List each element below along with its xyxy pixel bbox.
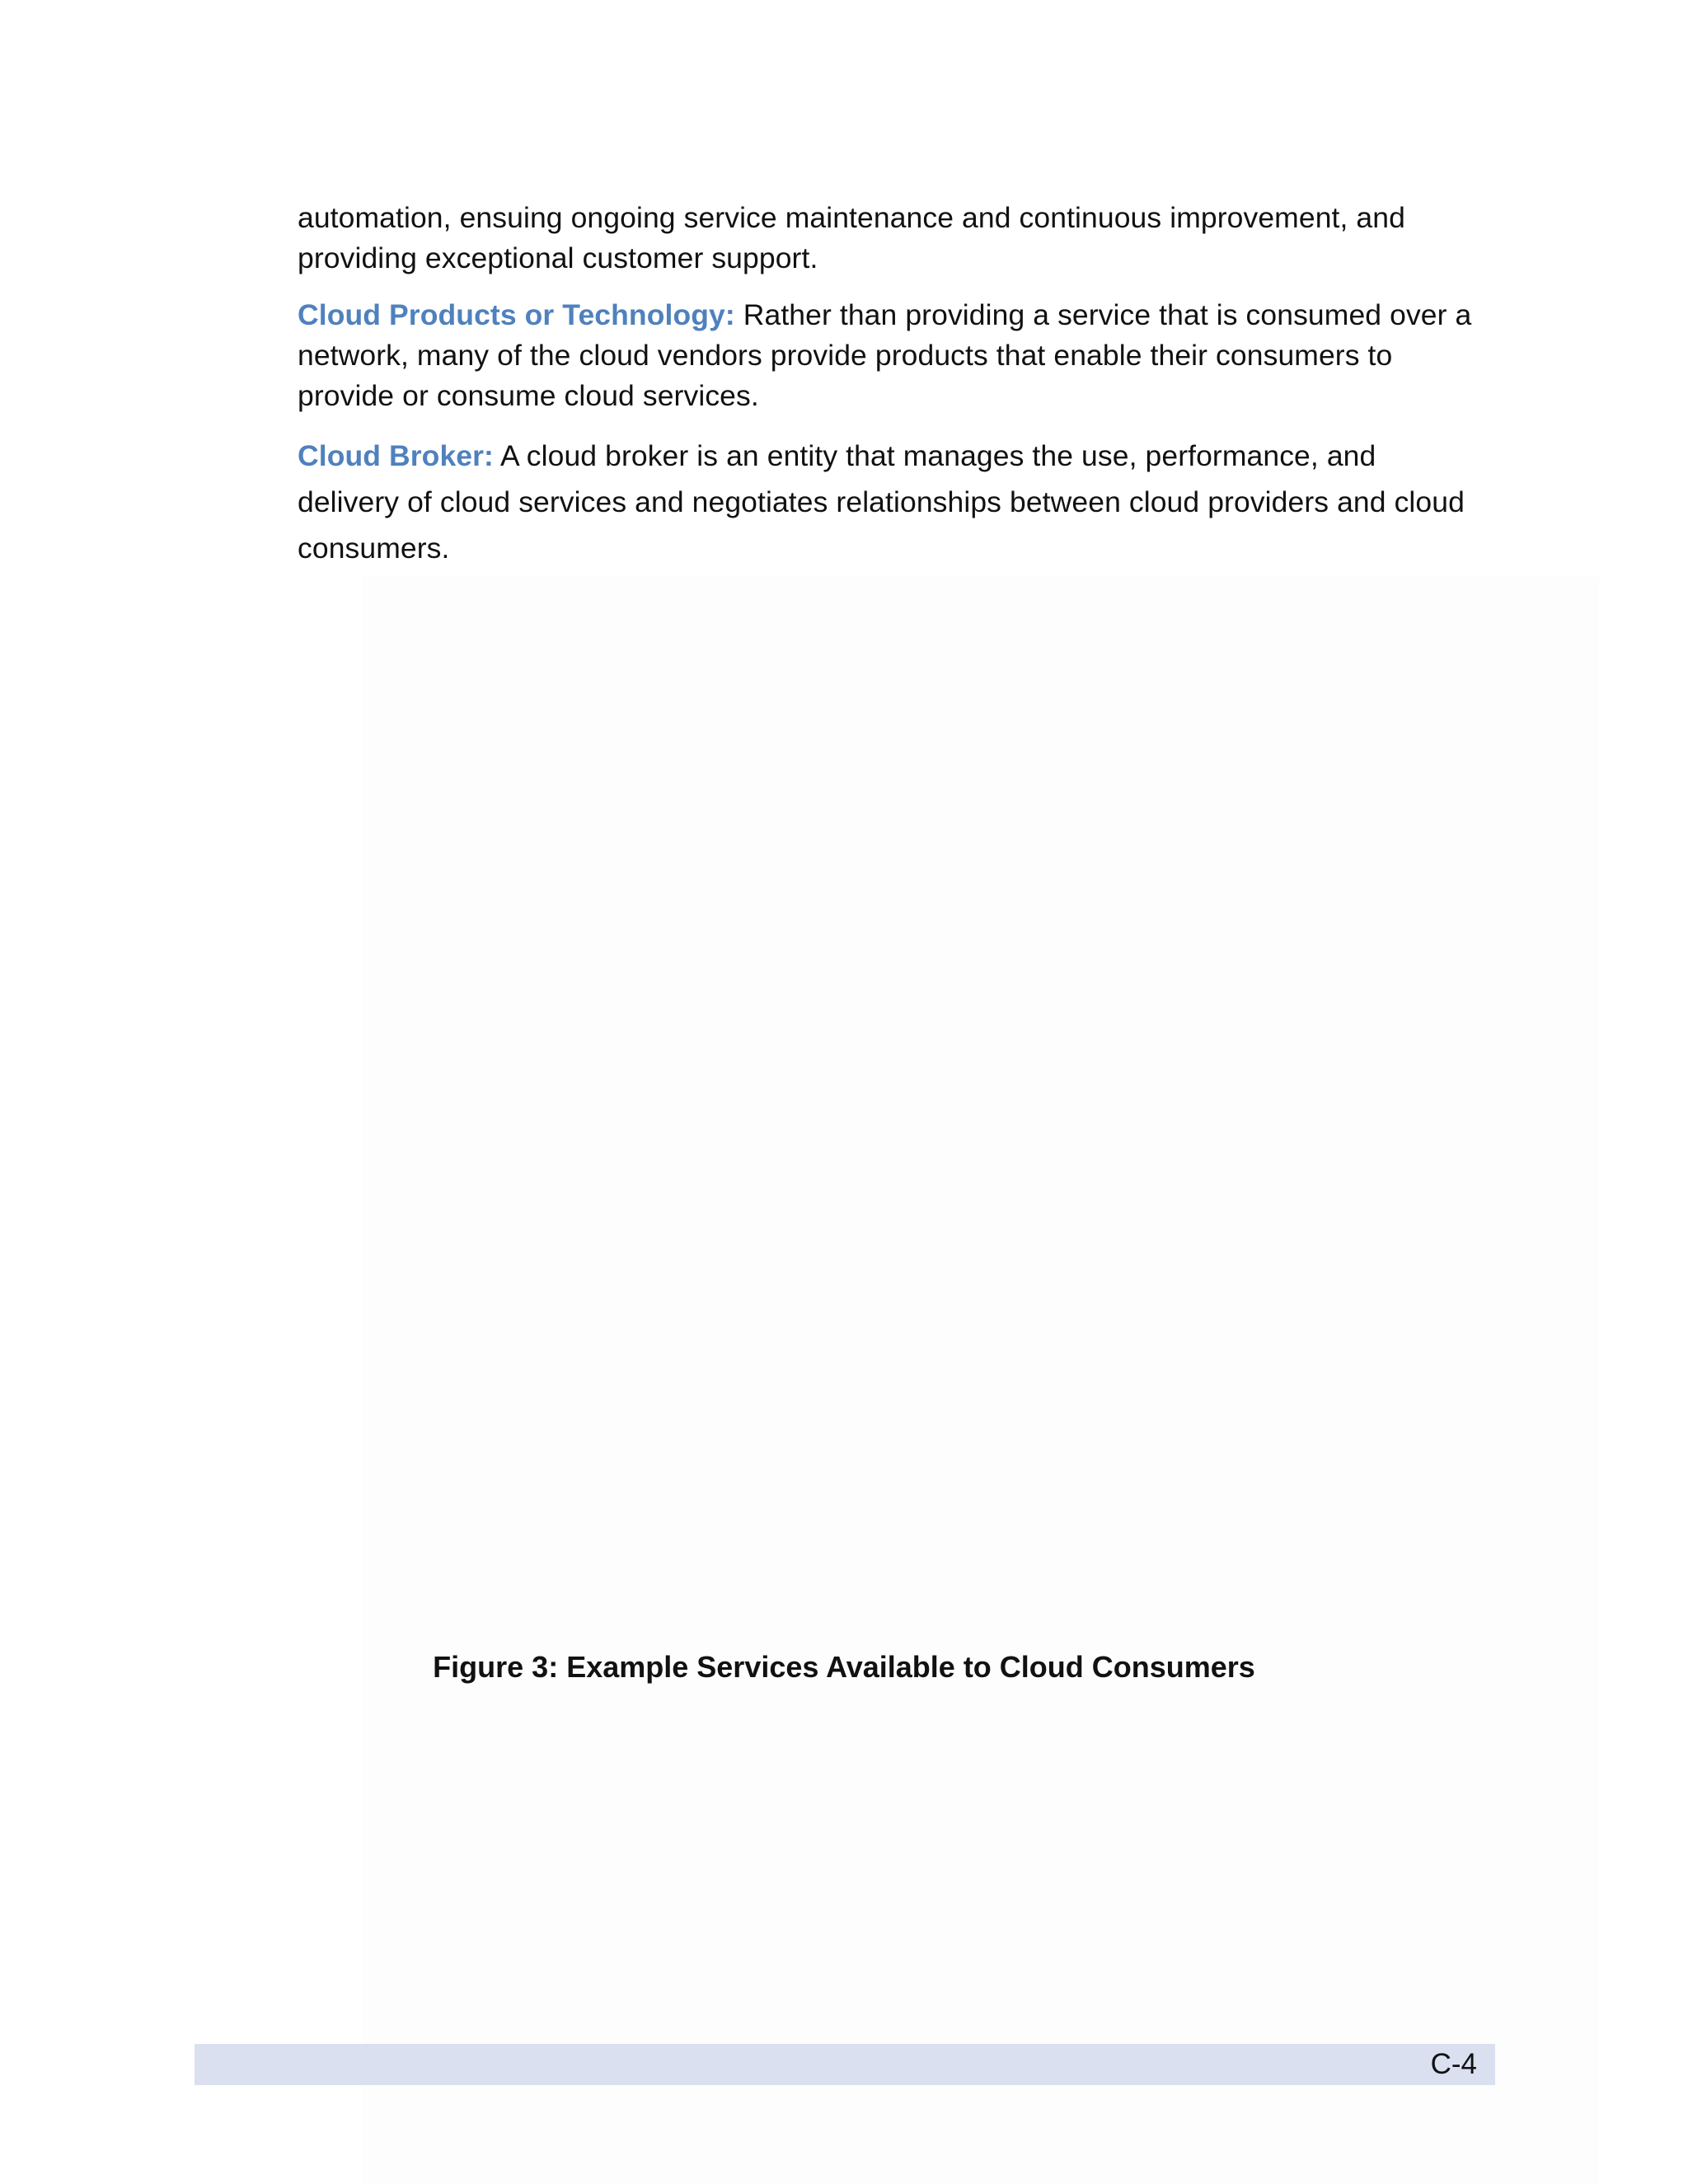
page-number: C-4 bbox=[1430, 2048, 1477, 2080]
definition-cloud-broker: A cloud broker is an entity that manages the use, performance, and delivery of cloud services and negotiates relationships between cloud providers and cloud consumers. bbox=[298, 439, 1465, 565]
footer-band bbox=[195, 2044, 1495, 2085]
paragraph-continuation-text: automation, ensuing ongoing service maintenance and continuous improvement, and providing exceptional customer support. bbox=[298, 201, 1405, 274]
figure-caption: Figure 3: Example Services Available to Cloud Consumers bbox=[433, 1650, 1255, 1684]
figure-placeholder bbox=[363, 577, 1599, 2184]
definition-cloud-products: Rather than providing a service that is consumed over a network, many of the cloud vendors provide products that enable their consumers to provide or consume cloud services. bbox=[298, 298, 1472, 412]
term-cloud-broker: Cloud Broker: bbox=[298, 439, 494, 472]
paragraph-cloud-products bbox=[298, 295, 1484, 416]
body-text bbox=[298, 198, 1484, 588]
term-cloud-products: Cloud Products or Technology: bbox=[298, 298, 735, 331]
paragraph-cloud-broker bbox=[298, 433, 1484, 571]
paragraph-continuation bbox=[298, 198, 1484, 279]
